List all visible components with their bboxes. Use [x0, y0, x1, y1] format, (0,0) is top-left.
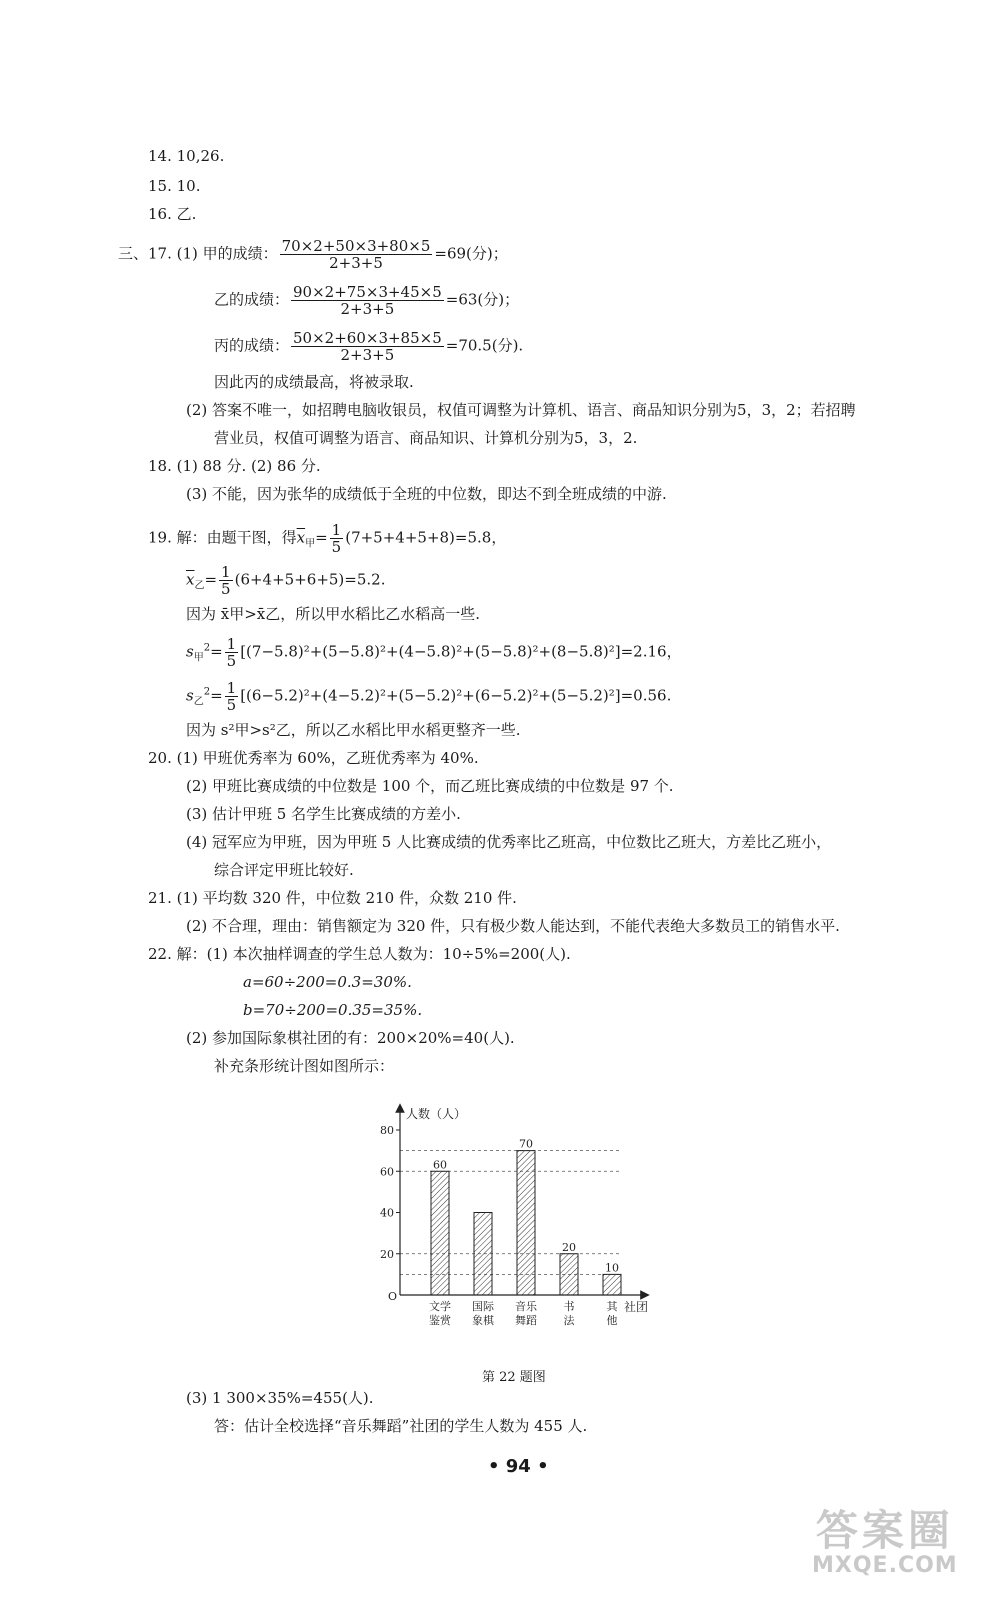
q22-line5: 补充条形统计图如图所示：: [214, 1057, 395, 1075]
subscript: 甲: [305, 538, 316, 550]
fraction: [330, 522, 344, 555]
q22-line6: (3) 1 300×35%=455(人).: [186, 1389, 374, 1407]
q17-yi-label: 乙的成绩：: [214, 290, 290, 309]
q21-line2: (2) 不合理，理由：销售额定为 320 件，只有极少数人能达到，不能代表绝大多数员工的销售水平.: [186, 917, 840, 935]
q22-line7: 答：估计全校选择“音乐舞蹈”社团的学生人数为 455 人.: [214, 1417, 588, 1435]
q22-line3: b=70÷200=0.35=35%.: [243, 1001, 423, 1019]
y-axis-title: 人数（人）: [406, 1107, 467, 1121]
x-tick-labels: [429, 1299, 619, 1327]
bar: [517, 1151, 535, 1295]
x-tick-label: 舞蹈: [515, 1314, 537, 1327]
q17-bing-result: =70.5(分).: [445, 336, 524, 355]
subscript: 乙: [194, 580, 205, 592]
q19-mean-yi-line: [186, 564, 385, 597]
q18-line1: 18. (1) 88 分. (2) 86 分.: [148, 457, 321, 475]
x-tick-label: 其: [606, 1300, 618, 1313]
q18-line2: (3) 不能，因为张华的成绩低于全班的中位数，即达不到全班成绩的中游.: [186, 485, 667, 503]
fraction-numerator: 1: [226, 635, 237, 653]
fraction-denominator: 5: [221, 580, 231, 598]
q20-line3: (3) 估计甲班 5 名学生比赛成绩的方差小.: [186, 805, 461, 823]
fraction: [225, 680, 239, 713]
watermark-line2: MXQE.COM: [812, 1553, 958, 1579]
q17-part2-line2: 营业员，权值可调整为语言、商品知识、计算机分别为5，3，2.: [214, 429, 638, 447]
variance-symbol: s: [186, 686, 194, 705]
fraction-numerator: 1: [331, 521, 342, 539]
page-number: • 94 •: [488, 1456, 549, 1477]
answer-14: 14. 10,26.: [148, 147, 225, 165]
q19-var-jia-expr: [(7−5.8)²+(5−5.8)²+(4−5.8)²+(5−5.8)²+(8−5.8)²]=2.16，: [240, 642, 682, 661]
chart-bars: [431, 1138, 621, 1295]
bar-value-label: 60: [433, 1158, 447, 1172]
y-tick-label: 60: [380, 1165, 394, 1179]
bar-value-label: 70: [519, 1137, 533, 1151]
q20-line1: 20. (1) 甲班优秀率为 60%，乙班优秀率为 40%.: [148, 749, 479, 767]
q19-because2: 因为 s²甲>s²乙，所以乙水稻比甲水稻更整齐一些.: [186, 721, 521, 739]
q19-intro: 19. 解：由题干图，得: [148, 528, 297, 547]
x-tick-label: 象棋: [472, 1314, 494, 1327]
q21-line1: 21. (1) 平均数 320 件，中位数 210 件，众数 210 件.: [148, 889, 517, 907]
bar-chart: [360, 1100, 660, 1360]
answer-15: 15. 10.: [148, 177, 201, 195]
y-tick-labels: [380, 1124, 400, 1261]
q19-var-yi-expr: [(6−5.2)²+(4−5.2)²+(5−5.2)²+(6−5.2)²+(5−5.2)²]=0.56.: [240, 686, 672, 705]
subscript: 乙: [193, 696, 204, 708]
superscript: 2: [203, 686, 211, 698]
fraction: [219, 564, 233, 597]
fraction-denominator: 5: [226, 652, 237, 670]
watermark-logo: [812, 1508, 958, 1578]
variance-symbol: s: [186, 642, 194, 661]
q19-jia-expr: (7+5+4+5+8)=5.8，: [345, 528, 507, 547]
q17-yi-line: [214, 284, 519, 317]
q19-var-yi-line: [186, 680, 671, 713]
x-tick-label: 他: [606, 1314, 618, 1327]
answer-16: 16. 乙.: [148, 205, 197, 223]
bar: [603, 1274, 621, 1295]
fraction: [225, 636, 239, 669]
bar: [474, 1213, 492, 1296]
q19-yi-expr: (6+4+5+6+5)=5.2.: [234, 570, 386, 589]
q19-var-jia-line: [186, 636, 682, 669]
watermark-line1: 答案圈: [815, 1506, 954, 1555]
q17-bing-label: 丙的成绩：: [214, 336, 290, 355]
y-tick-label: 80: [380, 1124, 394, 1137]
x-tick-label: 音乐: [515, 1300, 537, 1313]
x-tick-label: 法: [563, 1314, 575, 1327]
fraction-denominator: 5: [226, 696, 237, 714]
y-tick-label: 20: [380, 1247, 394, 1261]
mean-symbol: $\overline{x}$: [296, 528, 306, 547]
fraction-numerator: 70×2+50×3+80×5: [281, 237, 431, 255]
q20-line4: (4) 冠军应为甲班，因为甲班 5 人比赛成绩的优秀率比乙班高，中位数比乙班大，方差比乙班小，: [186, 833, 832, 851]
y-tick-label: 40: [380, 1206, 394, 1220]
equals: =: [210, 686, 223, 705]
equals: =: [315, 528, 328, 547]
bar-value-label: 10: [605, 1261, 619, 1275]
fraction-numerator: 1: [226, 679, 237, 697]
q17-jia-result: =69(分)；: [434, 244, 508, 263]
q20-line2: (2) 甲班比赛成绩的中位数是 100 个，而乙班比赛成绩的中位数是 97 个.: [186, 777, 674, 795]
q19-because1: 因为 x̄甲>x̄乙，所以甲水稻比乙水稻高一些.: [186, 605, 481, 623]
q22-line2: a=60÷200=0.3=30%.: [243, 973, 412, 991]
mean-symbol: $\overline{x}$: [186, 570, 195, 589]
fraction-denominator: 2+3+5: [340, 300, 395, 318]
fraction-numerator: 50×2+60×3+85×5: [293, 329, 442, 347]
x-axis-title: 社团: [624, 1300, 649, 1314]
q22-line1: 22. 解：(1) 本次抽样调查的学生总人数为：10÷5%=200(人).: [148, 945, 571, 963]
bar: [431, 1171, 449, 1295]
chart-caption: 第 22 题图: [482, 1370, 546, 1385]
x-tick-label: 文学: [429, 1300, 451, 1313]
bar-value-label: 20: [562, 1240, 576, 1254]
fraction-denominator: 2+3+5: [329, 254, 383, 272]
fraction: [291, 284, 444, 317]
q22-line4: (2) 参加国际象棋社团的有：200×20%=40(人).: [186, 1029, 515, 1047]
q17-conclusion: 因此丙的成绩最高，将被录取.: [214, 373, 414, 391]
q17-prefix: 三、17. (1) 甲的成绩：: [118, 244, 278, 263]
equals: =: [204, 570, 218, 589]
fraction: [291, 330, 444, 363]
fraction-denominator: 5: [331, 538, 342, 556]
fraction-numerator: 90×2+75×3+45×5: [293, 283, 442, 301]
x-tick-label: 鉴赏: [429, 1314, 451, 1327]
equals: =: [210, 642, 223, 661]
fraction-numerator: 1: [221, 563, 231, 581]
fraction: [280, 238, 433, 271]
origin-label: O: [388, 1290, 398, 1303]
q17-yi-result: =63(分)；: [445, 290, 520, 309]
subscript: 甲: [193, 652, 204, 664]
fraction-denominator: 2+3+5: [340, 346, 395, 364]
q17-part2-line1: (2) 答案不唯一，如招聘电脑收银员，权值可调整为计算机、语言、商品知识分别为5，3，2；若招聘: [186, 401, 856, 419]
superscript: 2: [203, 642, 211, 654]
q19-mean-jia-line: [148, 522, 506, 555]
x-tick-label: 书: [563, 1300, 575, 1313]
q17-bing-line: [214, 330, 523, 363]
q20-line5: 综合评定甲班比较好.: [214, 861, 354, 879]
q17-jia-line: [118, 238, 508, 271]
bar: [560, 1254, 578, 1295]
x-tick-label: 国际: [472, 1300, 494, 1313]
